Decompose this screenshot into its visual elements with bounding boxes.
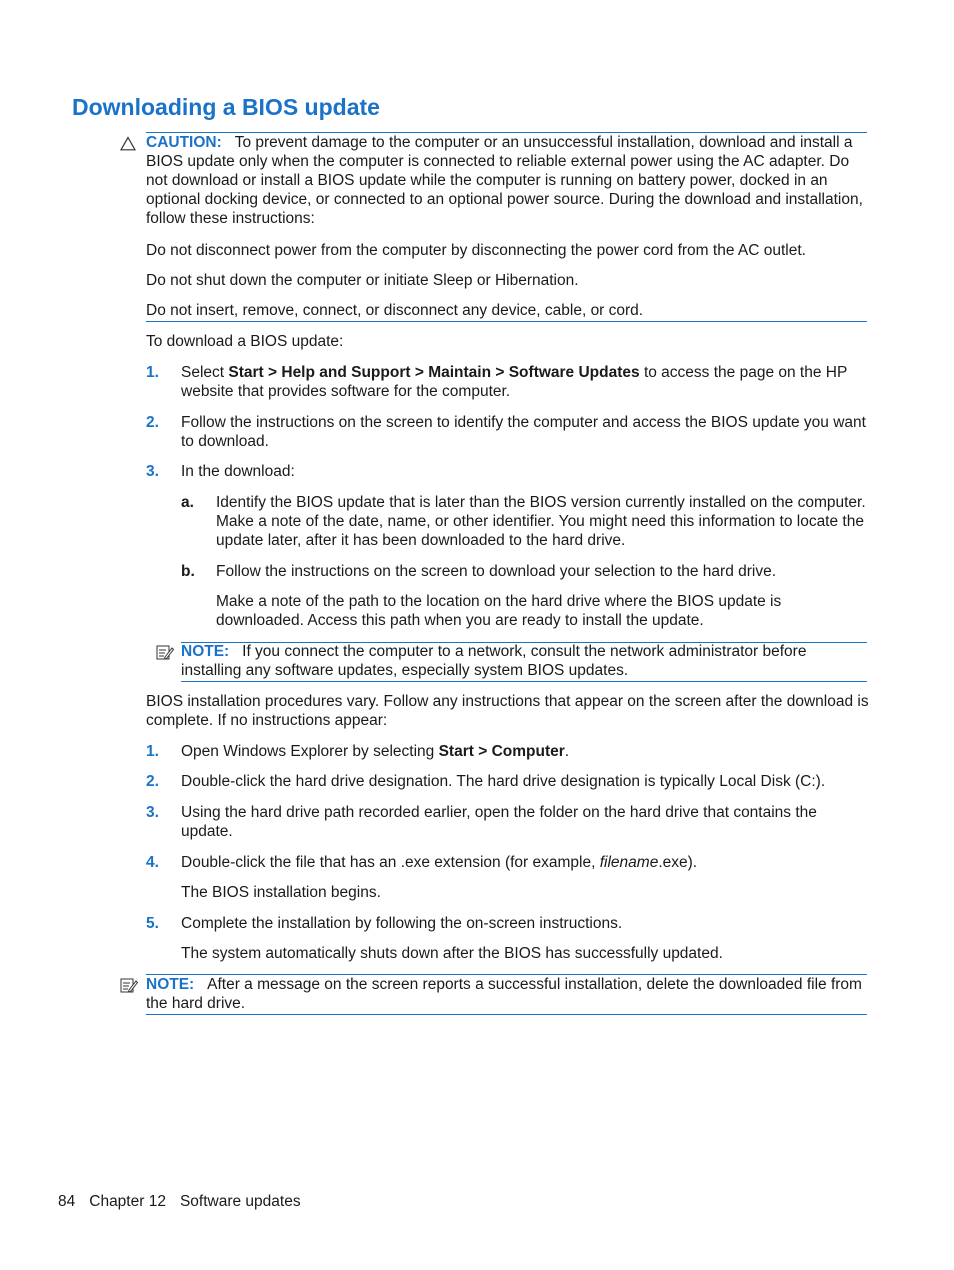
caution-body: To prevent damage to the computer or an unsuccessful installation, download and install a BIOS update only when the computer is connected to reliable external power using the AC adapter. Do not download or install a BIOS update while the computer is running on battery power, docked in an optional docking device, or connected to an optional power source. During the download and installation, follow these instructions: (146, 134, 863, 227)
step-text: Using the hard drive path recorded earlier, open the folder on the hard drive that contains the update. (181, 804, 817, 840)
substep-text: Follow the instructions on the screen to download your selection to the hard drive. (216, 563, 777, 580)
note-text: NOTE: After a message on the screen reports a successful installation, delete the downloaded file from the hard drive. (146, 976, 862, 1012)
step-number: 4. (146, 854, 159, 871)
step-text: Double-click the hard drive designation. The hard drive designation is typically Local Disk (C:). (181, 773, 826, 790)
substep-text: Identify the BIOS update that is later than the BIOS version currently installed on the computer. Make a note of the date, name, or other identifier. You might need this information to locate the update later, after it has been downloaded to the hard drive. (216, 494, 866, 549)
step-text: In the download: (181, 463, 295, 480)
note-label: NOTE: (146, 976, 195, 993)
caution-item-3: Do not insert, remove, connect, or disconnect any device, cable, or cord. (146, 302, 644, 319)
page-title: Downloading a BIOS update (72, 94, 380, 120)
intro-text: To download a BIOS update: (146, 333, 344, 350)
step-number: 5. (146, 915, 159, 932)
note-icon (156, 644, 174, 661)
step-number: 1. (146, 364, 159, 381)
caution-item-2: Do not shut down the computer or initiate Sleep or Hibernation. (146, 272, 579, 289)
step-extra: The BIOS installation begins. (181, 884, 381, 901)
substep-extra: Make a note of the path to the location on the hard drive where the BIOS update is downloaded. Access this path when you are ready to install the update. (216, 593, 782, 629)
step-text: Follow the instructions on the screen to identify the computer and access the BIOS update you want to download. (181, 414, 866, 450)
note-bottom-rule (181, 681, 867, 682)
note-bottom-rule (146, 1014, 867, 1015)
caution-triangle-icon (120, 136, 136, 151)
procedures-text: BIOS installation procedures vary. Follow any instructions that appear on the screen after the download is complete. If no instructions appear: (146, 693, 869, 729)
step-menu-path: Start > Help and Support > Maintain > Software Updates (228, 364, 640, 381)
step-number: 2. (146, 773, 159, 790)
step-text: Open Windows Explorer by selecting Start > Computer. (181, 743, 570, 760)
step-number: 2. (146, 414, 159, 431)
caution-item-1: Do not disconnect power from the computer by disconnecting the power cord from the AC outlet. (146, 242, 806, 259)
note-icon (120, 977, 138, 994)
chapter-title: Software updates (179, 1193, 301, 1210)
caution-label: CAUTION: (146, 134, 222, 151)
page-number: 84 (58, 1193, 76, 1210)
step-menu-path: Start > Computer (438, 743, 565, 760)
filename-placeholder: filename (599, 854, 659, 871)
step-number: 3. (146, 804, 159, 821)
step-number: 3. (146, 463, 159, 480)
page-footer (58, 1192, 315, 1211)
step-text: Double-click the file that has an .exe extension (for example, filename.exe). (181, 854, 698, 871)
step-extra: The system automatically shuts down after the BIOS has successfully updated. (181, 945, 723, 962)
substep-letter: b. (181, 563, 195, 580)
chapter-label: Chapter 12 (89, 1193, 166, 1210)
step-number: 1. (146, 743, 159, 760)
caution-bottom-rule (146, 321, 867, 322)
step-text: Complete the installation by following the on-screen instructions. (181, 915, 623, 932)
note-text: NOTE: If you connect the computer to a network, consult the network administrator before installing any software updates, especially system BIOS updates. (181, 643, 807, 679)
step-text: Select Start > Help and Support > Maintain > Software Updates to access the page on the HP website that provides software for the computer. (181, 364, 848, 400)
substep-letter: a. (181, 494, 194, 511)
note-label: NOTE: (181, 643, 230, 660)
caution-text (146, 133, 867, 228)
